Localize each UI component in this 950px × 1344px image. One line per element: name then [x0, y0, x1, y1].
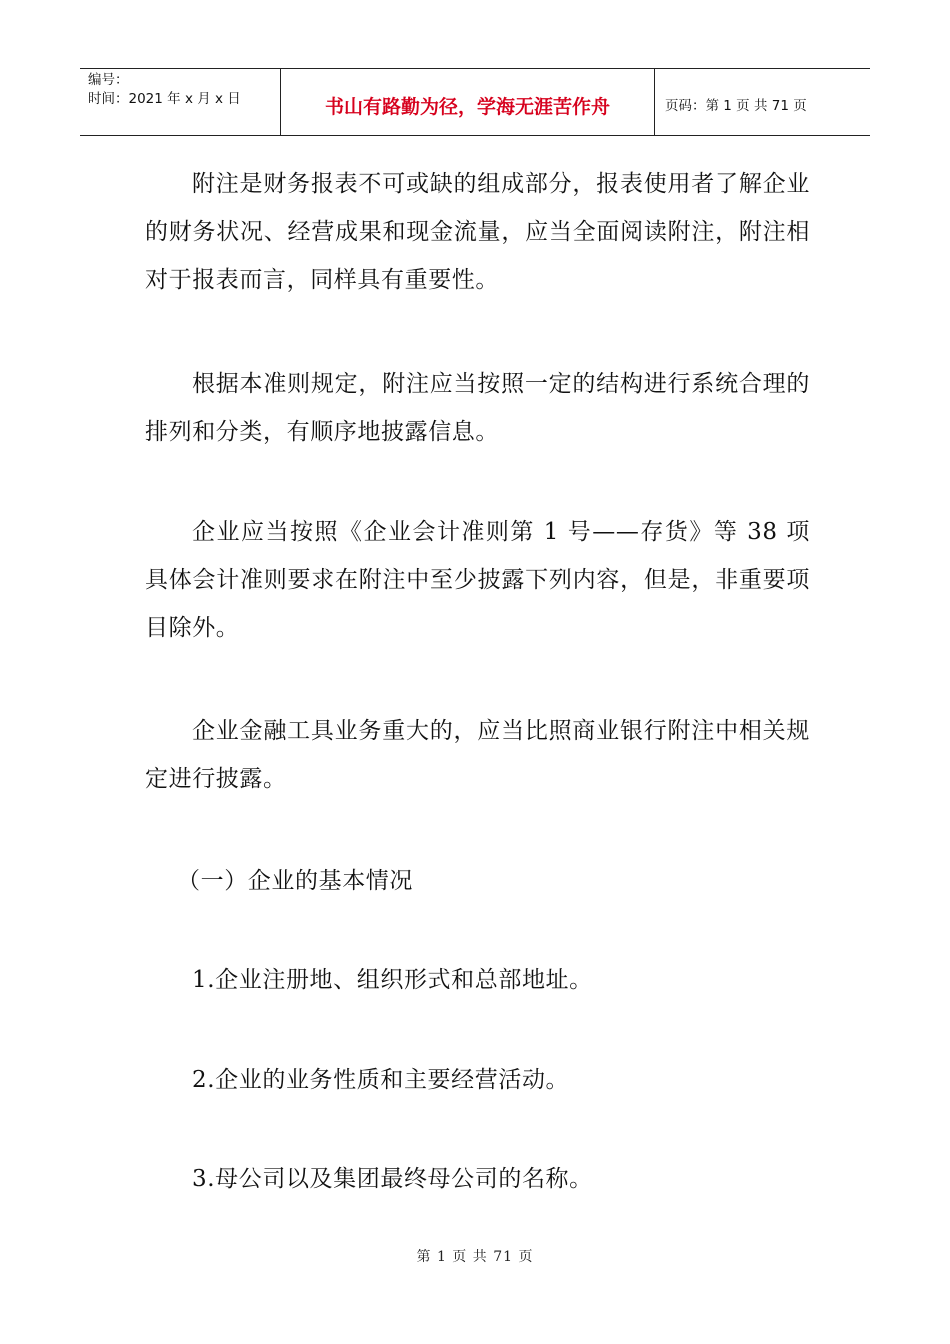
list-item-2: [145, 1056, 810, 1104]
page-header: [80, 68, 870, 136]
section-heading: [145, 857, 810, 905]
page-footer: [0, 1246, 950, 1266]
header-motto-cell: [281, 69, 655, 135]
header-motto: 书山有路勤为径，学海无涯苦作舟: [324, 95, 610, 118]
paragraph-1: [145, 160, 810, 304]
paragraph-text: 企业金融工具业务重大的，应当比照商业银行附注中相关规定进行披露。: [145, 718, 810, 792]
header-page-info: 页码：第 1 页 共 71 页: [665, 98, 807, 114]
list-item-1: [145, 956, 810, 1004]
paragraph-text: 附注是财务报表不可或缺的组成部分，报表使用者了解企业的财务状况、经营成果和现金流量，应当全面阅读附注，附注相对于报表而言，同样具有重要性。: [145, 171, 810, 293]
paragraph-2: [145, 360, 810, 456]
list-item-text: 2.企业的业务性质和主要经营活动。: [192, 1067, 570, 1093]
paragraph-3: [145, 508, 810, 652]
document-number-label: 编号：: [88, 72, 129, 88]
paragraph-4: [145, 707, 810, 803]
document-date: 时间：2021 年 x 月 x 日: [88, 91, 241, 107]
list-item-3: [145, 1155, 810, 1203]
paragraph-text: 企业应当按照《企业会计准则第 1 号——存货》等 38 项具体会计准则要求在附注中至少披露下列内容，但是，非重要项目除外。: [145, 519, 810, 641]
header-page-cell: [655, 69, 870, 135]
list-item-text: 1.企业注册地、组织形式和总部地址。: [192, 967, 593, 993]
list-item-text: 3.母公司以及集团最终母公司的名称。: [192, 1166, 593, 1192]
section-heading-text: （一）企业的基本情况: [177, 868, 413, 894]
footer-page-number: 第 1 页 共 71 页: [416, 1249, 534, 1265]
header-meta-cell: [80, 69, 281, 135]
paragraph-text: 根据本准则规定，附注应当按照一定的结构进行系统合理的排列和分类，有顺序地披露信息。: [145, 371, 810, 445]
